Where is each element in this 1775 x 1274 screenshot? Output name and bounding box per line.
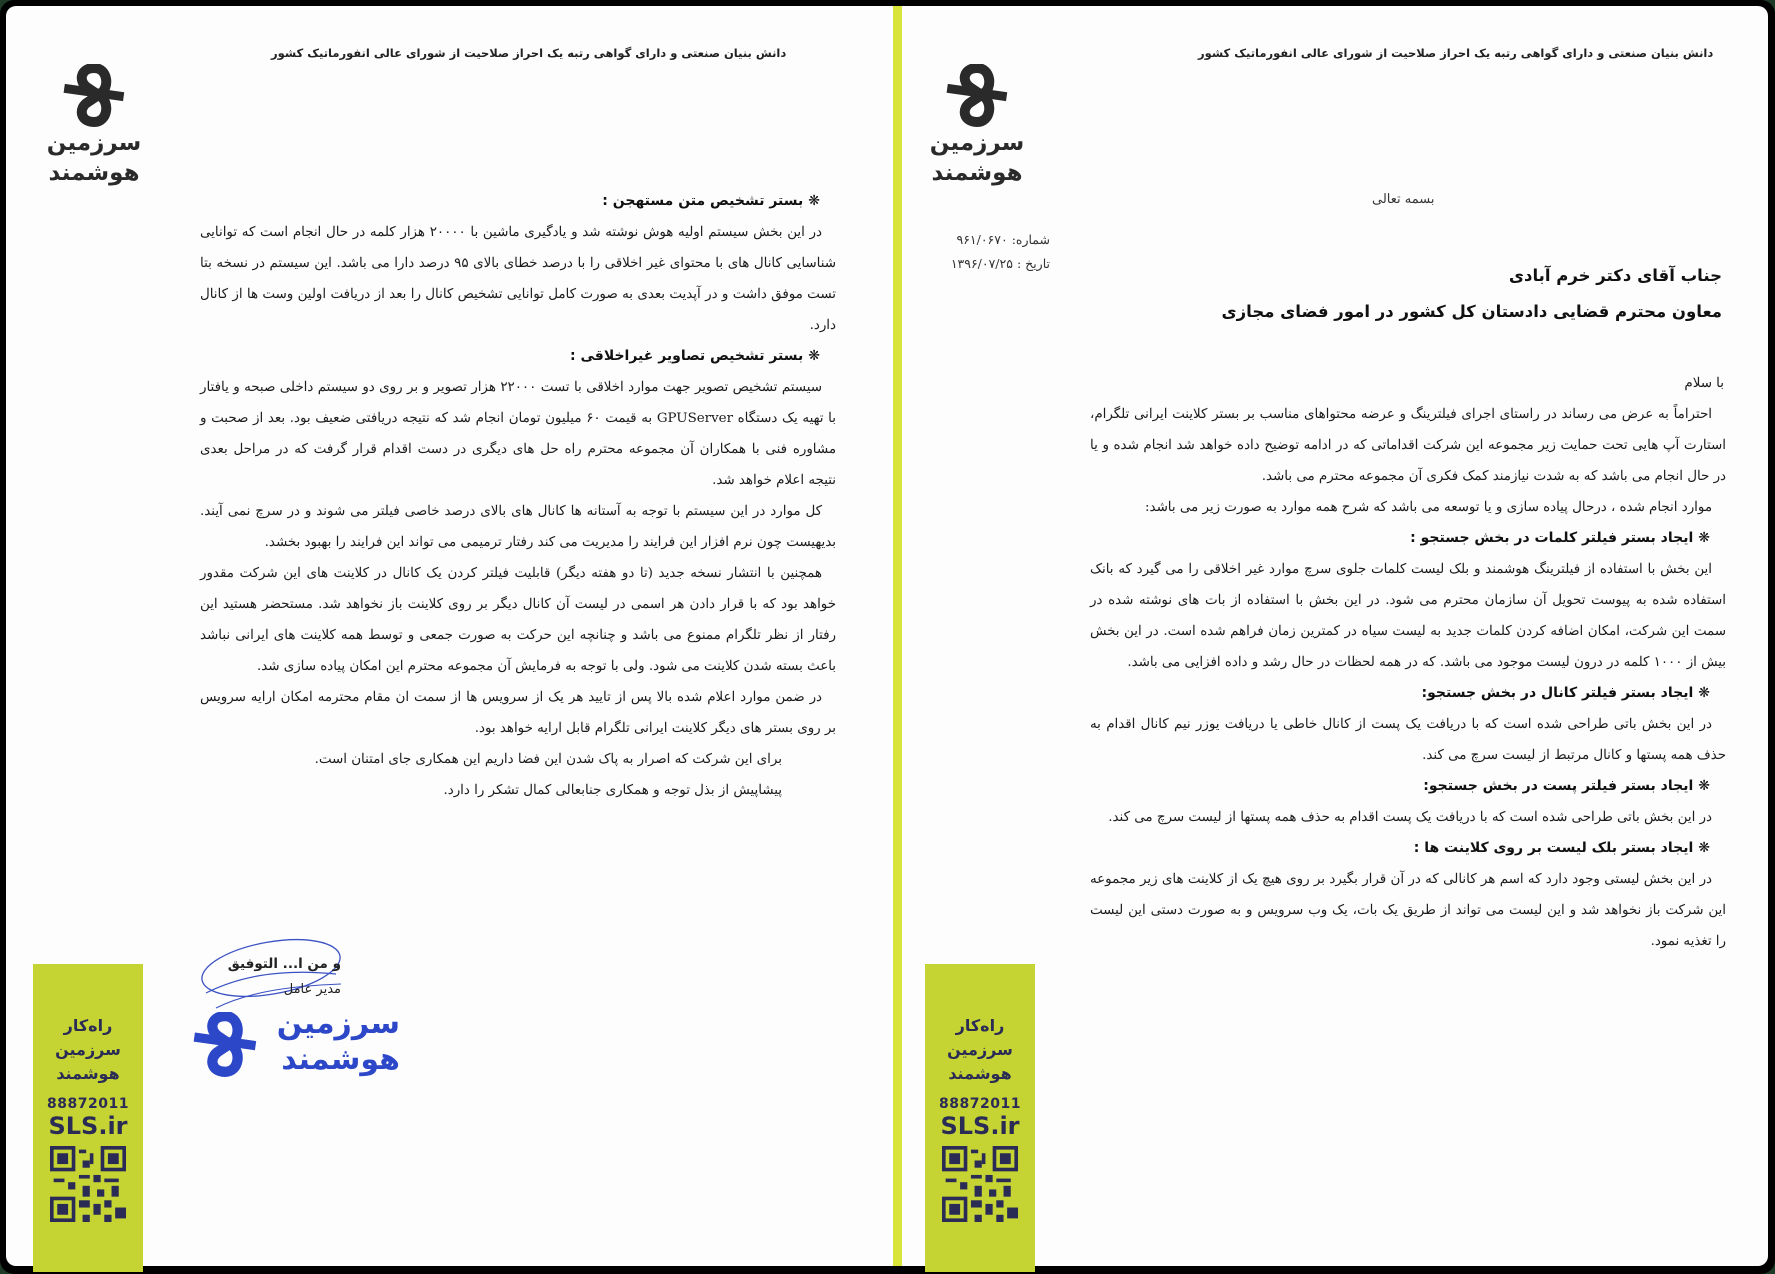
- section-heading: ❋ایجاد بستر فیلتر کلمات در بخش جستجو :: [1410, 530, 1710, 546]
- page-header-credentials: دانش بنیان صنعتی و دارای گواهی رتبه یک احراز صلاحیت از شورای عالی انفورماتیک کشور: [271, 46, 787, 60]
- paragraph: در این بخش باتی طراحی شده است که با دریافت یک پست از کانال خاطی یا دریافت یوزر نیم کانال اقدام به حذف همه پستها و کانال مرتبط از لیست سرچ می کند.: [1090, 717, 1726, 763]
- section-heading: ❋ایجاد بستر فیلتر کانال در بخش جستجو:: [1421, 685, 1710, 701]
- letter-reference: [940, 228, 1050, 276]
- qr-code-icon: [942, 1146, 1018, 1222]
- greeting: با سلام: [1684, 376, 1724, 391]
- stamp-text-line1: سرزمین: [276, 1006, 400, 1041]
- band-slogan: راه‌کار سرزمین هوشمند: [947, 1016, 1013, 1083]
- contact-side-band: [925, 964, 1035, 1272]
- paragraph: همچنین با انتشار نسخه جدید (تا دو هفته دیگر) قابلیت فیلتر کردن یک کانال در کلاینت های این شرکت مقدور خواهد بود که با قرار دادن هر اسمی در لیست آن کانال دیگر بر روی کلاینت باز نخواهد شد. مستحضر هستید این رفتار از نظر تلگرام ممنوع می باشد و چنانچه این حرکت به صورت جمعی و توسط همه کلاینت های ایرانی نباشد باعث بسته شدن کلاینت می شود. ولی با توجه به فرمایش آن مجموعه محترم این امکان پیاده سازی شد.: [200, 566, 836, 674]
- paragraph: در این بخش سیستم اولیه هوش نوشته شد و یادگیری ماشین با ۲۰۰۰۰ هزار کلمه در حال انجام است که توانایی شناسایی کانال های با محتوای غیر اخلاقی را با درصد خطای بالای ۹۵ درصد دارا می باشد. این سیستم در نسخه بتا تست موفق داشت و در آپدیت بعدی به صورت کامل توانایی تشخیص کانال را بعد از دریافت اولین وست ها از کانال دارد.: [200, 225, 836, 333]
- bullet-icon: ❋: [808, 348, 820, 364]
- stamp-logo-icon: [192, 1012, 258, 1078]
- logo-text-line2: هوشمند: [48, 160, 140, 186]
- contact-phone: 88872011: [939, 1096, 1021, 1112]
- paragraph: در این بخش باتی طراحی شده است که با دریافت یک پست اقدام به حذف همه پستها از لیست سرچ می کند.: [1108, 810, 1712, 825]
- letter-body: [200, 186, 836, 806]
- sls-logo-icon: [62, 64, 126, 128]
- paragraph: کل موارد در این سیستم با توجه به آستانه ها کانال های بالای درصد خاصی فیلتر می شوند و در سرچ نمی آیند. بدیهیست چون نرم افزار این فرایند را مدیریت می کند رفتار ترمیمی می تواند این فرایند را بهبود بخشد.: [200, 504, 836, 550]
- company-logo: [917, 64, 1037, 188]
- letter-body: [1090, 368, 1726, 957]
- bullet-icon: ❋: [1698, 685, 1710, 701]
- signature-block: [221, 956, 341, 997]
- paragraph: احتراماً به عرض می رساند در راستای اجرای فیلترینگ و عرضه محتواهای مناسب بر بستر کلاینت ایرانی تلگرام، استارت آپ هایی تحت حمایت زیر مجموعه این شرکت اقداماتی که در ادامه توضیح داده خواهد شد انجام شده و یا در حال انجام می باشد که به شدت نیازمند کمک فکری آن مجموعه محترم می باشد.: [1090, 407, 1726, 484]
- logo-text-line2: هوشمند: [931, 160, 1023, 186]
- letter-number: شماره: ۹۶۱/۰۶۷۰: [956, 232, 1050, 247]
- bullet-icon: ❋: [1698, 840, 1710, 856]
- page-separator-stripe: [893, 6, 902, 1266]
- letter-page-1: [902, 6, 1768, 1266]
- closing-phrase: و من ا... التوفیق: [227, 956, 341, 972]
- website-label: SLS.ir: [48, 1112, 128, 1140]
- contact-side-band: [33, 964, 143, 1272]
- logo-text-line1: سرزمین: [46, 130, 142, 156]
- logo-text-line1: سرزمین: [929, 130, 1025, 156]
- paragraph: این بخش با استفاده از فیلترینگ هوشمند و بلک لیست کلمات جلوی سرچ موارد غیر اخلاقی را می گیرد که بانک استفاده شده به پیوست تحویل آن سازمان محترم می شود. در این بخش با استفاده از بات های نوشته شده در سمت این شرکت، امکان اضافه کردن کلمات جدید به لیست سیاه در کمترین زمان فراهم شده است. در این بخش بیش از ۱۰۰۰ کلمه در درون لیست موجود می باشد. که در همه لحظات در حال رشد و داده افزایی می باشد.: [1090, 562, 1726, 670]
- section-heading: ❋بستر تشخیص متن مستهجن :: [602, 193, 820, 209]
- bullet-icon: ❋: [1698, 778, 1710, 794]
- section-heading: ❋ایجاد بستر بلک لیست بر روی کلاینت ها :: [1413, 840, 1710, 856]
- sls-logo-icon: [945, 64, 1009, 128]
- bullet-icon: ❋: [1698, 530, 1710, 546]
- page-header-credentials: دانش بنیان صنعتی و دارای گواهی رتبه یک احراز صلاحیت از شورای عالی انفورماتیک کشور: [1198, 46, 1714, 60]
- addressee-name: جناب آقای دکتر خرم آبادی: [1508, 266, 1722, 285]
- addressee-title: معاون محترم قضایی دادستان کل کشور در امور فضای مجازی: [1221, 302, 1722, 321]
- qr-code-icon: [50, 1146, 126, 1222]
- paragraph: سیستم تشخیص تصویر جهت موارد اخلاقی با تست ۲۲۰۰۰ هزار تصویر و بر روی دو سیستم داخلی صبحه و یافتار با تهیه یک دستگاه GPUServer به قیمت ۶۰ میلیون تومان انجام شد که نتیجه دریافتی ضعیف بود. بعد از صحبت و مشاوره فنی با همکاران آن مجموعه محترم راه حل های دیگری در دست اقدام قرار گرفت که در مراحل بعدی نتیجه اعلام خواهد شد.: [200, 380, 836, 488]
- letter-page-2: [6, 6, 893, 1266]
- section-heading: ❋ایجاد بستر فیلتر پست در بخش جستجو:: [1423, 778, 1710, 794]
- paragraph: موارد انجام شده ، درحال پیاده سازی و یا توسعه می باشد که شرح همه موارد به صورت زیر می باشد:: [1145, 500, 1712, 515]
- band-slogan: راه‌کار سرزمین هوشمند: [55, 1016, 121, 1083]
- addressee-block: [1222, 258, 1722, 330]
- paragraph: برای این شرکت که اصرار به پاک شدن این فضا داریم این همکاری جای امتنان است.: [314, 752, 782, 767]
- signatory-title: مدیر عامل: [283, 982, 341, 997]
- website-label: SLS.ir: [940, 1112, 1020, 1140]
- invocation: بسمه تعالی: [1372, 192, 1435, 207]
- company-stamp: [192, 1006, 412, 1086]
- bullet-icon: ❋: [808, 193, 820, 209]
- paragraph: در ضمن موارد اعلام شده بالا پس از تایید هر یک از سرویس ها از سمت ان مقام محترمه امکان ارایه سرویس بر روی بستر های دیگر کلاینت ایرانی تلگرام قابل ارایه خواهد بود.: [200, 690, 836, 736]
- section-heading: ❋بستر تشخیص تصاویر غیراخلاقی :: [570, 348, 820, 364]
- contact-phone: 88872011: [47, 1096, 129, 1112]
- paragraph: در این بخش لیستی وجود دارد که اسم هر کانالی که در آن قرار بگیرد بر روی هیچ یک از کلاینت های زیر مجموعه این شرکت باز نخواهد شد و این لیست می تواند از طریق یک بات، یک وب سرویس و به صورت دستی این لیست را تغذیه نمود.: [1090, 872, 1726, 949]
- stamp-text-line2: هوشمند: [281, 1042, 400, 1077]
- letter-date: تاریخ : ۱۳۹۶/۰۷/۲۵: [950, 256, 1050, 271]
- paragraph: پیشاپیش از بذل توجه و همکاری جنابعالی کمال تشکر را دارد.: [443, 783, 782, 798]
- company-logo: [34, 64, 154, 188]
